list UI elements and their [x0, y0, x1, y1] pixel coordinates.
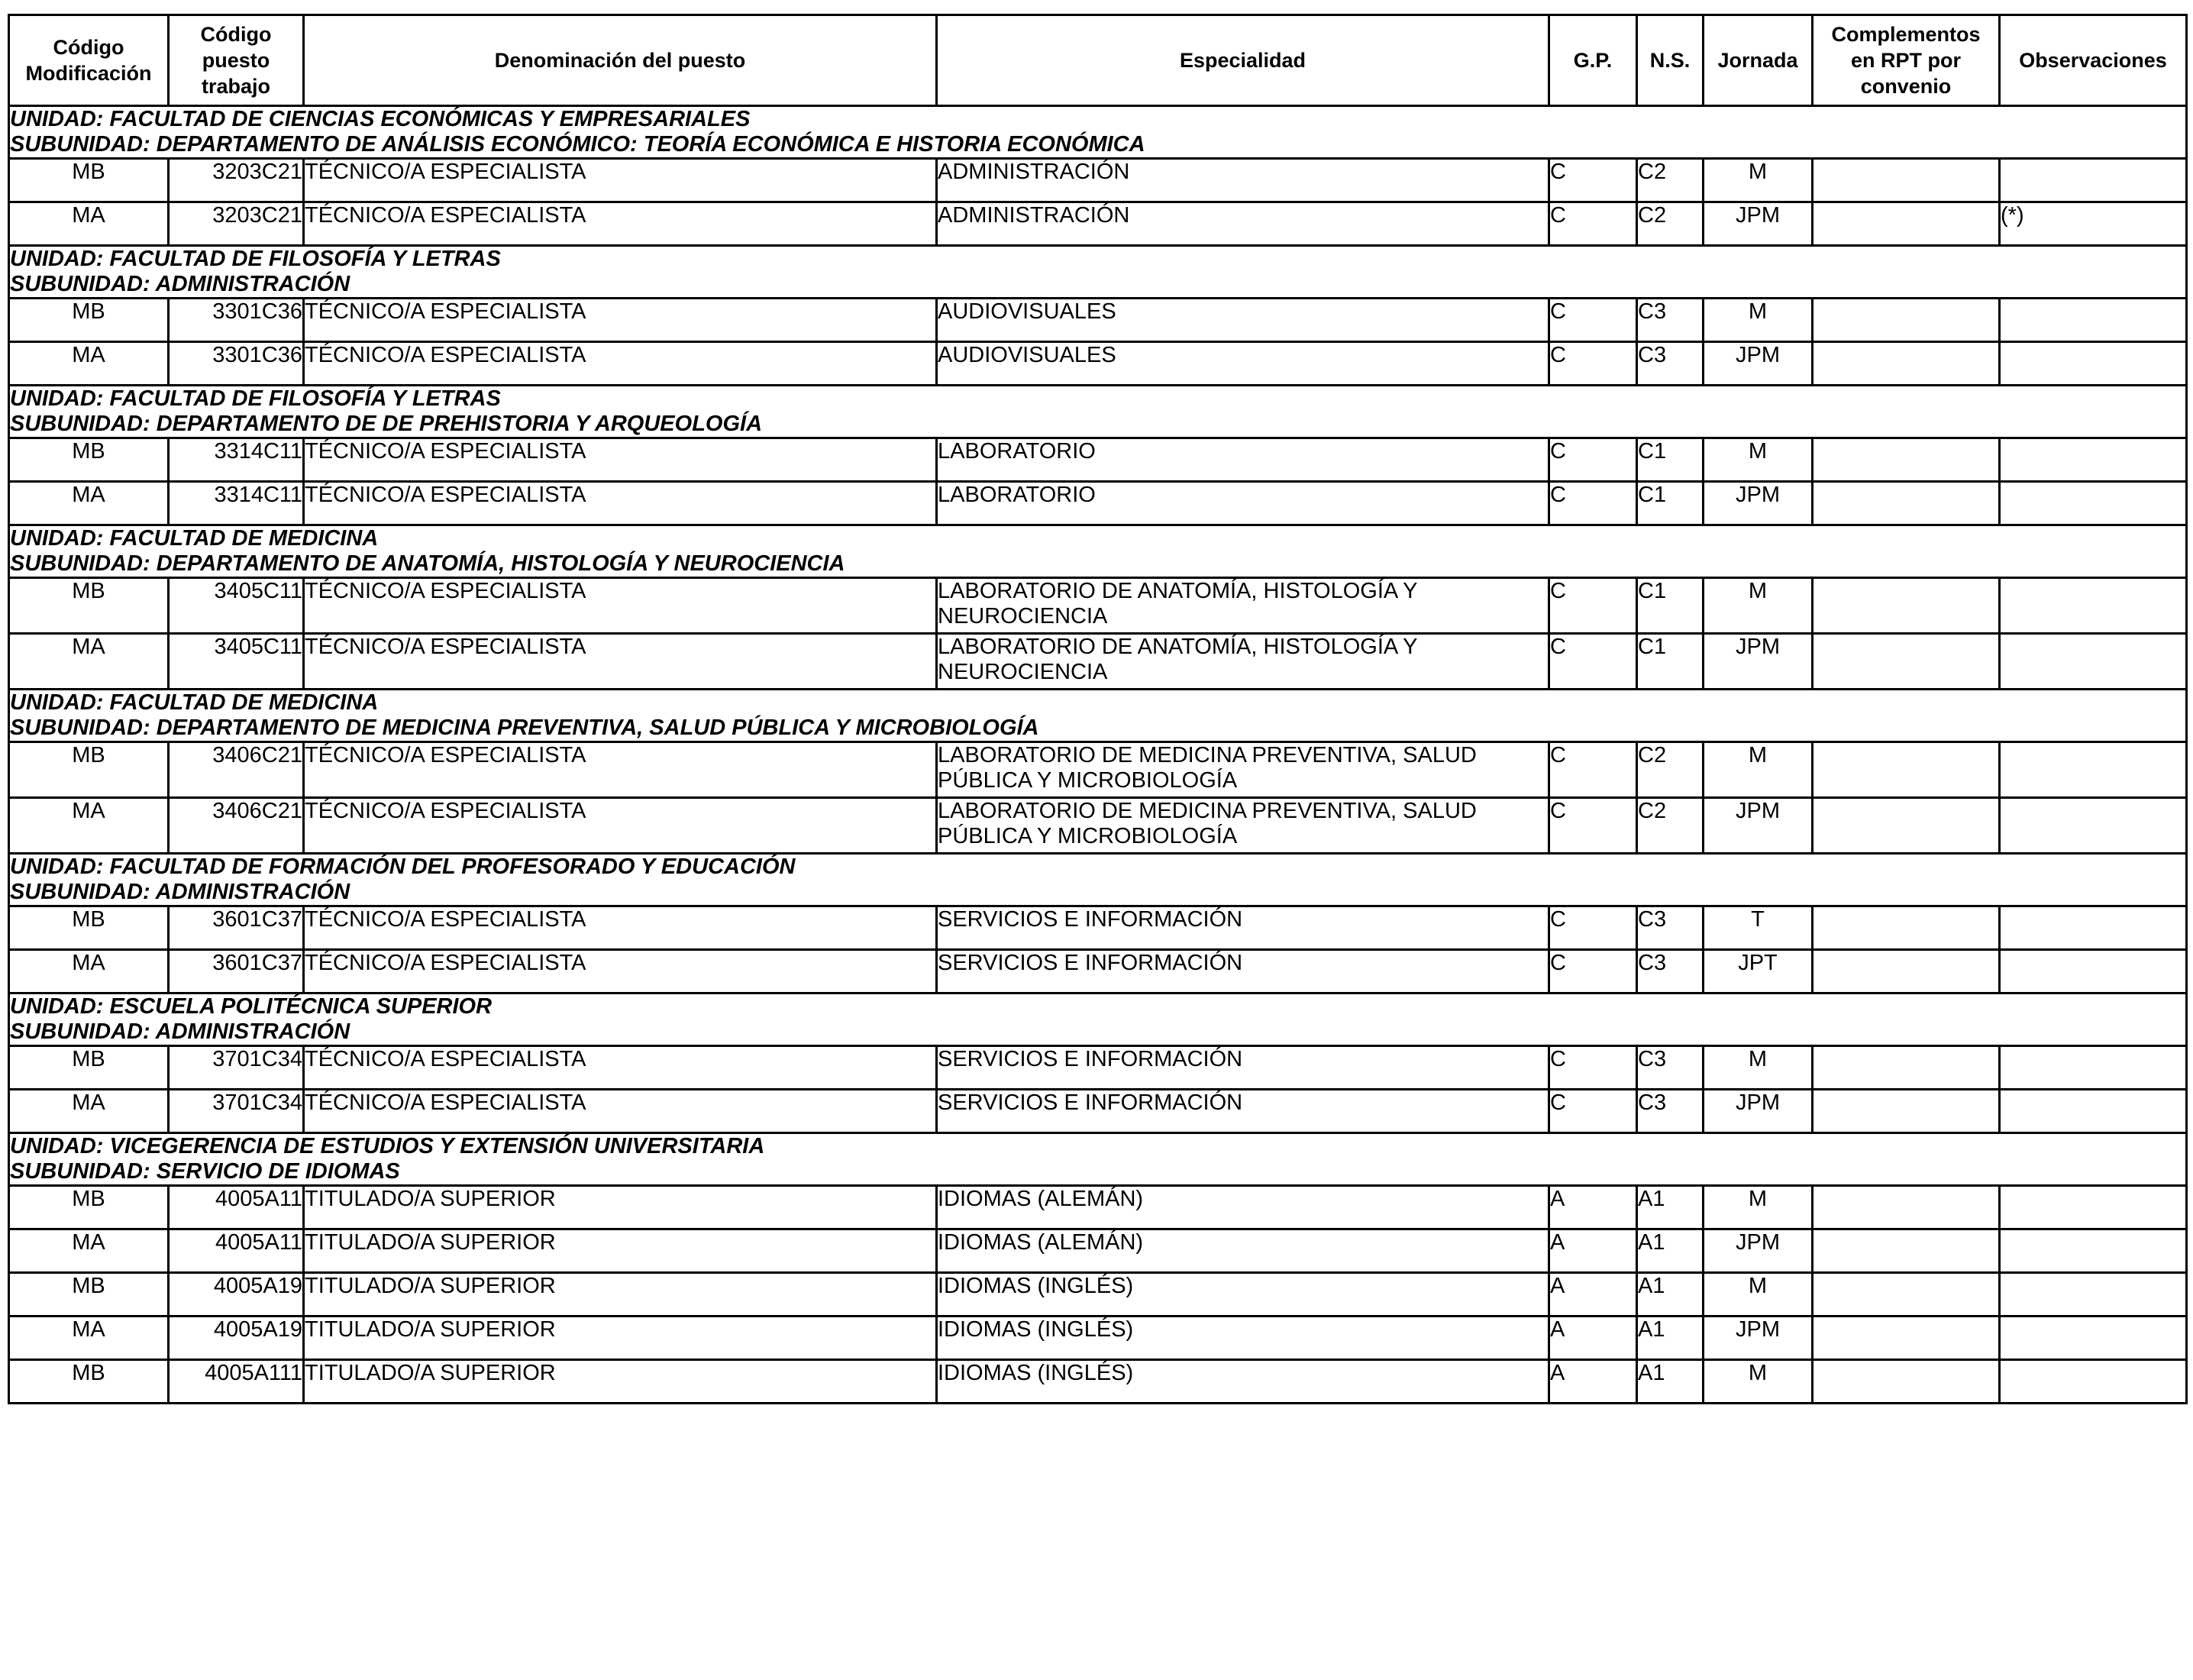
- cell-codigo-modificacion: MA: [9, 798, 169, 854]
- cell-observaciones: [2000, 578, 2187, 634]
- cell-ns: C2: [1637, 202, 1704, 246]
- cell-codigo-modificacion: MB: [9, 159, 169, 202]
- section-header-cell: [9, 854, 2187, 906]
- header-line: Código: [53, 36, 124, 59]
- cell-complementos: [1813, 1229, 2000, 1273]
- cell-codigo-puesto: 4005A19: [169, 1317, 304, 1360]
- cell-ns: A1: [1637, 1186, 1704, 1229]
- cell-codigo-puesto: 3406C21: [169, 798, 304, 854]
- unidad-label: UNIDAD: ESCUELA POLITÉCNICA SUPERIOR: [10, 994, 493, 1019]
- cell-codigo-puesto: 3301C36: [169, 299, 304, 342]
- table-body: [9, 106, 2187, 1404]
- cell-codigo-puesto: 3701C34: [169, 1046, 304, 1090]
- cell-observaciones: [2000, 742, 2187, 798]
- cell-gp: C: [1549, 342, 1637, 386]
- cell-observaciones: [2000, 1360, 2187, 1404]
- cell-codigo-modificacion: MA: [9, 634, 169, 690]
- cell-especialidad: IDIOMAS (INGLÉS): [937, 1273, 1549, 1317]
- cell-denominacion: TÉCNICO/A ESPECIALISTA: [304, 342, 937, 386]
- cell-jornada: M: [1704, 1046, 1813, 1090]
- table-row: [9, 1360, 2187, 1404]
- table-row: [9, 342, 2187, 386]
- cell-gp: C: [1549, 950, 1637, 993]
- cell-gp: C: [1549, 1090, 1637, 1133]
- table-row: [9, 634, 2187, 690]
- unidad-label: UNIDAD: FACULTAD DE MEDICINA: [10, 526, 379, 551]
- cell-observaciones: [2000, 482, 2187, 525]
- cell-ns: C3: [1637, 1046, 1704, 1090]
- cell-gp: A: [1549, 1360, 1637, 1404]
- cell-codigo-modificacion: MB: [9, 299, 169, 342]
- cell-gp: C: [1549, 482, 1637, 525]
- cell-gp: C: [1549, 438, 1637, 482]
- cell-observaciones: [2000, 1273, 2187, 1317]
- cell-gp: A: [1549, 1317, 1637, 1360]
- cell-codigo-modificacion: MB: [9, 438, 169, 482]
- cell-complementos: [1813, 1186, 2000, 1229]
- section-header: [9, 993, 2187, 1046]
- cell-complementos: [1813, 1046, 2000, 1090]
- cell-observaciones: (*): [2000, 202, 2187, 246]
- cell-codigo-puesto: 3203C21: [169, 159, 304, 202]
- section-header-cell: [9, 525, 2187, 578]
- cell-jornada: JPM: [1704, 634, 1813, 690]
- cell-codigo-modificacion: MA: [9, 1229, 169, 1273]
- section-header: [9, 690, 2187, 742]
- cell-complementos: [1813, 1273, 2000, 1317]
- subunidad-label: SUBUNIDAD: SERVICIO DE IDIOMAS: [10, 1159, 400, 1184]
- cell-especialidad: LABORATORIO: [937, 438, 1549, 482]
- cell-denominacion: TÉCNICO/A ESPECIALISTA: [304, 438, 937, 482]
- unidad-label: UNIDAD: FACULTAD DE FILOSOFÍA Y LETRAS: [10, 386, 501, 411]
- cell-gp: C: [1549, 159, 1637, 202]
- cell-codigo-modificacion: MA: [9, 482, 169, 525]
- table-row: [9, 482, 2187, 525]
- section-header: [9, 386, 2187, 438]
- cell-especialidad: SERVICIOS E INFORMACIÓN: [937, 906, 1549, 950]
- cell-ns: A1: [1637, 1317, 1704, 1360]
- header-line: Modificación: [25, 62, 152, 85]
- cell-observaciones: [2000, 1090, 2187, 1133]
- cell-denominacion: TÉCNICO/A ESPECIALISTA: [304, 742, 937, 798]
- table-row: [9, 950, 2187, 993]
- table-row: [9, 159, 2187, 202]
- cell-jornada: JPT: [1704, 950, 1813, 993]
- cell-especialidad: LABORATORIO DE MEDICINA PREVENTIVA, SALUD PÚBLICA Y MICROBIOLOGÍA: [937, 742, 1549, 798]
- unidad-label: UNIDAD: FACULTAD DE CIENCIAS ECONÓMICAS Y EMPRESARIALES: [10, 107, 751, 131]
- cell-jornada: M: [1704, 1273, 1813, 1317]
- table-row: [9, 742, 2187, 798]
- cell-ns: C1: [1637, 438, 1704, 482]
- section-header-cell: [9, 246, 2187, 299]
- cell-denominacion: TÉCNICO/A ESPECIALISTA: [304, 482, 937, 525]
- section-header: [9, 106, 2187, 159]
- subunidad-label: SUBUNIDAD: ADMINISTRACIÓN: [10, 880, 350, 904]
- cell-especialidad: ADMINISTRACIÓN: [937, 159, 1549, 202]
- cell-jornada: JPM: [1704, 798, 1813, 854]
- cell-denominacion: TÉCNICO/A ESPECIALISTA: [304, 906, 937, 950]
- cell-gp: A: [1549, 1229, 1637, 1273]
- cell-observaciones: [2000, 1186, 2187, 1229]
- cell-ns: C3: [1637, 1090, 1704, 1133]
- cell-especialidad: LABORATORIO: [937, 482, 1549, 525]
- cell-denominacion: TÉCNICO/A ESPECIALISTA: [304, 798, 937, 854]
- cell-gp: C: [1549, 742, 1637, 798]
- cell-codigo-puesto: 4005A111: [169, 1360, 304, 1404]
- cell-gp: A: [1549, 1273, 1637, 1317]
- cell-especialidad: LABORATORIO DE MEDICINA PREVENTIVA, SALUD PÚBLICA Y MICROBIOLOGÍA: [937, 798, 1549, 854]
- cell-observaciones: [2000, 1046, 2187, 1090]
- cell-especialidad: SERVICIOS E INFORMACIÓN: [937, 1046, 1549, 1090]
- section-header: [9, 1133, 2187, 1186]
- table-row: [9, 1273, 2187, 1317]
- cell-observaciones: [2000, 798, 2187, 854]
- table-row: [9, 299, 2187, 342]
- cell-jornada: M: [1704, 578, 1813, 634]
- cell-codigo-puesto: 4005A19: [169, 1273, 304, 1317]
- cell-jornada: JPM: [1704, 1317, 1813, 1360]
- cell-denominacion: TÉCNICO/A ESPECIALISTA: [304, 1090, 937, 1133]
- cell-codigo-modificacion: MA: [9, 950, 169, 993]
- cell-ns: C2: [1637, 742, 1704, 798]
- header-jornada: Jornada: [1704, 15, 1813, 106]
- cell-observaciones: [2000, 438, 2187, 482]
- cell-denominacion: TÉCNICO/A ESPECIALISTA: [304, 159, 937, 202]
- cell-codigo-modificacion: MB: [9, 742, 169, 798]
- header-complementos: [1813, 15, 2000, 106]
- table-row: [9, 1186, 2187, 1229]
- cell-observaciones: [2000, 950, 2187, 993]
- cell-codigo-puesto: 3601C37: [169, 950, 304, 993]
- subunidad-label: SUBUNIDAD: DEPARTAMENTO DE ANATOMÍA, HISTOLOGÍA Y NEUROCIENCIA: [10, 551, 845, 576]
- cell-denominacion: TÉCNICO/A ESPECIALISTA: [304, 202, 937, 246]
- cell-complementos: [1813, 438, 2000, 482]
- rpt-table: [8, 14, 2188, 1404]
- cell-gp: C: [1549, 299, 1637, 342]
- cell-complementos: [1813, 578, 2000, 634]
- cell-codigo-modificacion: MA: [9, 342, 169, 386]
- cell-observaciones: [2000, 299, 2187, 342]
- cell-especialidad: SERVICIOS E INFORMACIÓN: [937, 1090, 1549, 1133]
- subunidad-label: SUBUNIDAD: DEPARTAMENTO DE DE PREHISTORIA Y ARQUEOLOGÍA: [10, 412, 763, 436]
- header-line: en RPT por: [1850, 49, 1961, 72]
- section-header-cell: [9, 1133, 2187, 1186]
- cell-observaciones: [2000, 906, 2187, 950]
- cell-complementos: [1813, 299, 2000, 342]
- header-line: puesto: [202, 49, 270, 72]
- table-row: [9, 438, 2187, 482]
- header-ns: N.S.: [1637, 15, 1704, 106]
- section-header-cell: [9, 690, 2187, 742]
- cell-especialidad: IDIOMAS (ALEMÁN): [937, 1229, 1549, 1273]
- cell-observaciones: [2000, 634, 2187, 690]
- cell-complementos: [1813, 202, 2000, 246]
- header-line: trabajo: [201, 75, 271, 98]
- cell-codigo-puesto: 3701C34: [169, 1090, 304, 1133]
- section-header-cell: [9, 106, 2187, 159]
- cell-codigo-modificacion: MB: [9, 1360, 169, 1404]
- cell-complementos: [1813, 1317, 2000, 1360]
- subunidad-label: SUBUNIDAD: ADMINISTRACIÓN: [10, 272, 350, 296]
- cell-ns: C1: [1637, 634, 1704, 690]
- cell-observaciones: [2000, 159, 2187, 202]
- cell-ns: C3: [1637, 906, 1704, 950]
- cell-denominacion: TITULADO/A SUPERIOR: [304, 1317, 937, 1360]
- cell-codigo-puesto: 3406C21: [169, 742, 304, 798]
- cell-ns: A1: [1637, 1360, 1704, 1404]
- header-line: Código: [200, 23, 272, 46]
- cell-especialidad: IDIOMAS (ALEMÁN): [937, 1186, 1549, 1229]
- cell-denominacion: TÉCNICO/A ESPECIALISTA: [304, 950, 937, 993]
- cell-complementos: [1813, 482, 2000, 525]
- cell-denominacion: TITULADO/A SUPERIOR: [304, 1229, 937, 1273]
- cell-ns: A1: [1637, 1273, 1704, 1317]
- cell-codigo-modificacion: MB: [9, 906, 169, 950]
- cell-codigo-modificacion: MA: [9, 202, 169, 246]
- cell-jornada: JPM: [1704, 202, 1813, 246]
- cell-gp: C: [1549, 578, 1637, 634]
- header-gp: G.P.: [1549, 15, 1637, 106]
- section-header-cell: [9, 386, 2187, 438]
- cell-gp: A: [1549, 1186, 1637, 1229]
- cell-especialidad: AUDIOVISUALES: [937, 342, 1549, 386]
- cell-especialidad: IDIOMAS (INGLÉS): [937, 1317, 1549, 1360]
- cell-denominacion: TÉCNICO/A ESPECIALISTA: [304, 299, 937, 342]
- cell-codigo-modificacion: MA: [9, 1090, 169, 1133]
- cell-gp: C: [1549, 1046, 1637, 1090]
- cell-especialidad: IDIOMAS (INGLÉS): [937, 1360, 1549, 1404]
- cell-ns: C1: [1637, 482, 1704, 525]
- table-row: [9, 1090, 2187, 1133]
- unidad-label: UNIDAD: FACULTAD DE MEDICINA: [10, 690, 379, 715]
- cell-complementos: [1813, 342, 2000, 386]
- cell-jornada: M: [1704, 159, 1813, 202]
- cell-especialidad: LABORATORIO DE ANATOMÍA, HISTOLOGÍA Y NEUROCIENCIA: [937, 578, 1549, 634]
- cell-codigo-puesto: 3405C11: [169, 578, 304, 634]
- cell-denominacion: TITULADO/A SUPERIOR: [304, 1273, 937, 1317]
- cell-jornada: JPM: [1704, 1090, 1813, 1133]
- cell-jornada: JPM: [1704, 1229, 1813, 1273]
- cell-ns: C3: [1637, 299, 1704, 342]
- cell-ns: A1: [1637, 1229, 1704, 1273]
- cell-codigo-puesto: 3601C37: [169, 906, 304, 950]
- cell-ns: C2: [1637, 159, 1704, 202]
- cell-especialidad: AUDIOVISUALES: [937, 299, 1549, 342]
- cell-observaciones: [2000, 1317, 2187, 1360]
- cell-codigo-modificacion: MB: [9, 1186, 169, 1229]
- cell-observaciones: [2000, 342, 2187, 386]
- subunidad-label: SUBUNIDAD: DEPARTAMENTO DE ANÁLISIS ECONÓMICO: TEORÍA ECONÓMICA E HISTORIA ECONÓMICA: [10, 132, 1145, 157]
- section-header: [9, 246, 2187, 299]
- cell-jornada: M: [1704, 742, 1813, 798]
- section-header: [9, 525, 2187, 578]
- header-row: [9, 15, 2187, 106]
- table-row: [9, 798, 2187, 854]
- cell-gp: C: [1549, 798, 1637, 854]
- header-denominacion: Denominación del puesto: [304, 15, 937, 106]
- cell-jornada: M: [1704, 299, 1813, 342]
- cell-complementos: [1813, 742, 2000, 798]
- cell-especialidad: LABORATORIO DE ANATOMÍA, HISTOLOGÍA Y NEUROCIENCIA: [937, 634, 1549, 690]
- cell-complementos: [1813, 950, 2000, 993]
- cell-ns: C3: [1637, 342, 1704, 386]
- cell-complementos: [1813, 159, 2000, 202]
- header-especialidad: Especialidad: [937, 15, 1549, 106]
- header-line: Complementos: [1831, 23, 1981, 46]
- cell-codigo-modificacion: MB: [9, 1046, 169, 1090]
- cell-denominacion: TÉCNICO/A ESPECIALISTA: [304, 634, 937, 690]
- cell-denominacion: TITULADO/A SUPERIOR: [304, 1186, 937, 1229]
- table-row: [9, 578, 2187, 634]
- cell-codigo-modificacion: MA: [9, 1317, 169, 1360]
- section-header-cell: [9, 993, 2187, 1046]
- header-observaciones: Observaciones: [2000, 15, 2187, 106]
- cell-codigo-puesto: 3314C11: [169, 438, 304, 482]
- cell-especialidad: ADMINISTRACIÓN: [937, 202, 1549, 246]
- cell-codigo-puesto: 3203C21: [169, 202, 304, 246]
- cell-complementos: [1813, 798, 2000, 854]
- unidad-label: UNIDAD: VICEGERENCIA DE ESTUDIOS Y EXTENSIÓN UNIVERSITARIA: [10, 1134, 765, 1158]
- cell-observaciones: [2000, 1229, 2187, 1273]
- cell-jornada: M: [1704, 438, 1813, 482]
- cell-jornada: JPM: [1704, 482, 1813, 525]
- cell-codigo-modificacion: MB: [9, 578, 169, 634]
- cell-codigo-puesto: 3405C11: [169, 634, 304, 690]
- cell-especialidad: SERVICIOS E INFORMACIÓN: [937, 950, 1549, 993]
- cell-codigo-puesto: 4005A11: [169, 1229, 304, 1273]
- unidad-label: UNIDAD: FACULTAD DE FORMACIÓN DEL PROFESORADO Y EDUCACIÓN: [10, 855, 796, 879]
- cell-denominacion: TÉCNICO/A ESPECIALISTA: [304, 578, 937, 634]
- cell-complementos: [1813, 1360, 2000, 1404]
- table-row: [9, 1317, 2187, 1360]
- cell-gp: C: [1549, 202, 1637, 246]
- cell-ns: C1: [1637, 578, 1704, 634]
- cell-complementos: [1813, 906, 2000, 950]
- cell-ns: C3: [1637, 950, 1704, 993]
- header-codigo-puesto: [169, 15, 304, 106]
- table-row: [9, 906, 2187, 950]
- cell-denominacion: TÉCNICO/A ESPECIALISTA: [304, 1046, 937, 1090]
- cell-codigo-modificacion: MB: [9, 1273, 169, 1317]
- cell-jornada: M: [1704, 1360, 1813, 1404]
- cell-complementos: [1813, 1090, 2000, 1133]
- subunidad-label: SUBUNIDAD: ADMINISTRACIÓN: [10, 1019, 350, 1044]
- table-row: [9, 1229, 2187, 1273]
- cell-gp: C: [1549, 906, 1637, 950]
- cell-codigo-puesto: 3301C36: [169, 342, 304, 386]
- cell-denominacion: TITULADO/A SUPERIOR: [304, 1360, 937, 1404]
- subunidad-label: SUBUNIDAD: DEPARTAMENTO DE MEDICINA PREVENTIVA, SALUD PÚBLICA Y MICROBIOLOGÍA: [10, 716, 1039, 740]
- section-header: [9, 854, 2187, 906]
- cell-jornada: T: [1704, 906, 1813, 950]
- cell-complementos: [1813, 634, 2000, 690]
- table-row: [9, 1046, 2187, 1090]
- unidad-label: UNIDAD: FACULTAD DE FILOSOFÍA Y LETRAS: [10, 247, 501, 271]
- cell-jornada: M: [1704, 1186, 1813, 1229]
- header-line: convenio: [1860, 75, 1952, 98]
- cell-ns: C2: [1637, 798, 1704, 854]
- cell-codigo-puesto: 3314C11: [169, 482, 304, 525]
- cell-gp: C: [1549, 634, 1637, 690]
- table-row: [9, 202, 2187, 246]
- cell-jornada: JPM: [1704, 342, 1813, 386]
- header-codigo-modificacion: [9, 15, 169, 106]
- cell-codigo-puesto: 4005A11: [169, 1186, 304, 1229]
